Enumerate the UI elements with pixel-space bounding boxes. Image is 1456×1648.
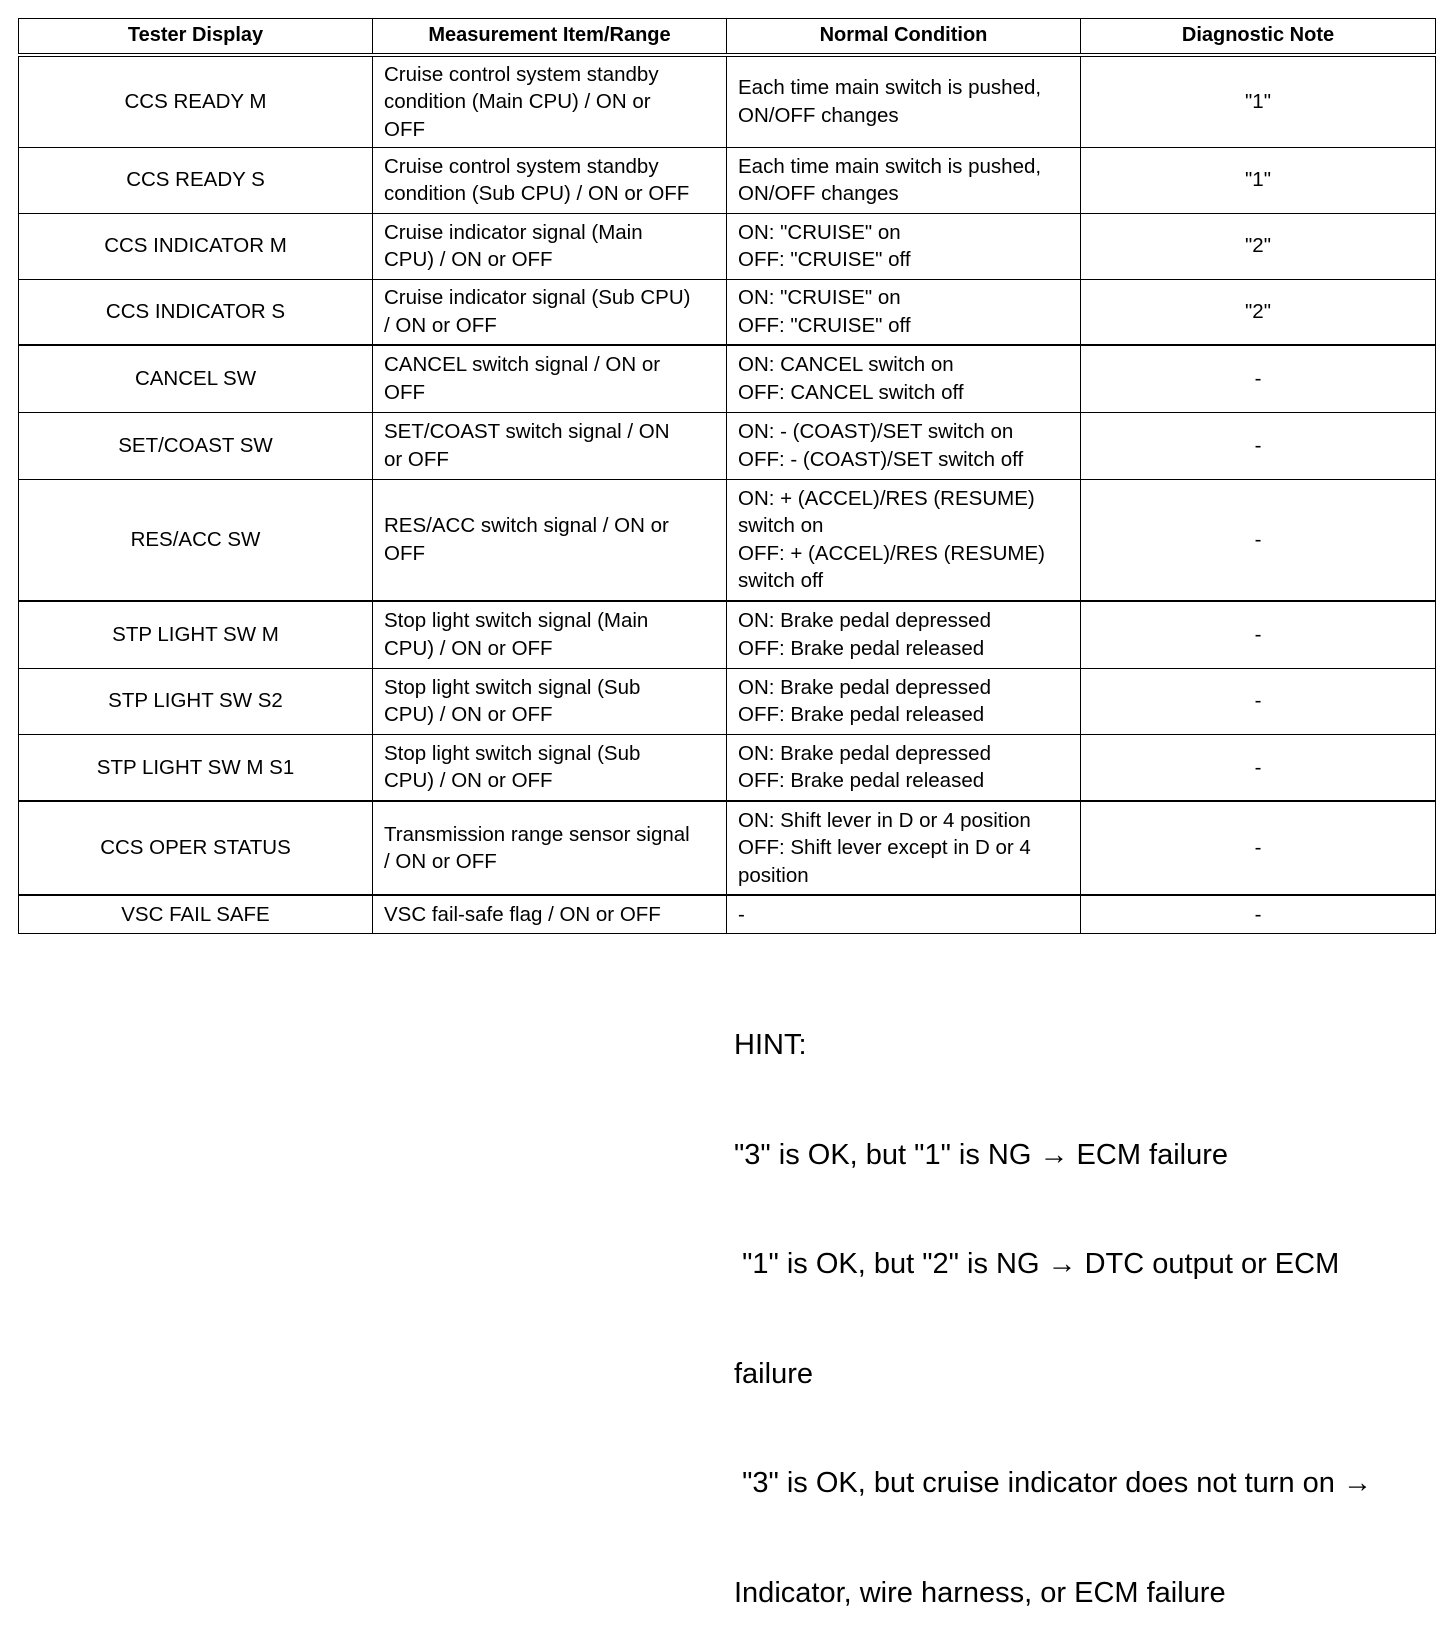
hint-line: Indicator, wire harness, or ECM failure [734, 1576, 1226, 1609]
hint-line: "3" is OK, but "1" is NG → ECM failure [734, 1138, 1229, 1171]
header-normal-condition: Normal Condition [727, 19, 1081, 56]
diagnostic-note-cell: "1" [1081, 147, 1436, 213]
diagnostic-note-cell: "2" [1081, 213, 1436, 279]
measurement-item-cell [373, 147, 727, 213]
normal-condition-line: OFF: + (ACCEL)/RES (RESUME) [738, 541, 1045, 565]
measurement-line: Cruise indicator signal (Sub CPU) [384, 286, 691, 310]
normal-condition-line: ON: Brake pedal depressed [738, 609, 991, 633]
measurement-line: Cruise indicator signal (Main [384, 220, 643, 244]
normal-condition-line: OFF: Brake pedal released [738, 636, 985, 660]
measurement-item-cell [373, 412, 727, 479]
diagnostic-note-cell: "2" [1081, 279, 1436, 345]
tester-display-cell: CCS READY S [19, 147, 373, 213]
hint-line: failure [734, 1357, 813, 1390]
tester-display-cell: VSC FAIL SAFE [19, 895, 373, 933]
diagnostic-note-cell: - [1081, 734, 1436, 801]
measurement-line: / ON or OFF [384, 850, 497, 873]
diagnostic-note-cell: "1" [1081, 55, 1436, 147]
diagnostic-note-cell: - [1081, 801, 1436, 895]
tester-display-cell: RES/ACC SW [19, 479, 373, 601]
normal-condition-line: switch on [738, 514, 824, 538]
normal-condition-cell [727, 895, 1081, 933]
measurement-line: condition (Main CPU) / ON or [384, 90, 651, 113]
measurement-item-cell [373, 279, 727, 345]
normal-condition-line: ON: + (ACCEL)/RES (RESUME) [738, 486, 1035, 510]
measurement-line: condition (Sub CPU) / ON or OFF [384, 182, 690, 205]
normal-condition-line: switch off [738, 569, 824, 593]
normal-condition-line: OFF: Brake pedal released [738, 769, 985, 793]
tester-display-cell: STP LIGHT SW M [19, 601, 373, 668]
normal-condition-line: ON/OFF changes [738, 103, 899, 127]
normal-condition-line: ON: CANCEL switch on [738, 353, 954, 377]
tester-display-cell: CCS READY M [19, 55, 373, 147]
table-row [19, 213, 1436, 279]
measurement-item-cell [373, 213, 727, 279]
measurement-line: OFF [384, 117, 425, 141]
normal-condition-line: OFF: - (COAST)/SET switch off [738, 447, 1024, 471]
normal-condition-line: Each time main switch is pushed, [738, 154, 1042, 178]
diagnostic-note-cell: - [1081, 668, 1436, 734]
table-row [19, 479, 1436, 601]
tester-display-cell: CANCEL SW [19, 345, 373, 412]
tester-display-cell: CCS INDICATOR M [19, 213, 373, 279]
data-list-table [18, 18, 1436, 934]
normal-condition-line: ON: "CRUISE" on [738, 286, 901, 310]
normal-condition-line: OFF: "CRUISE" off [738, 313, 911, 337]
measurement-item-cell [373, 55, 727, 147]
tester-display-cell: STP LIGHT SW S2 [19, 668, 373, 734]
normal-condition-line: ON: Brake pedal depressed [738, 741, 991, 765]
measurement-line: CPU) / ON or OFF [384, 248, 553, 271]
measurement-line: Cruise control system standby [384, 154, 659, 178]
normal-condition-cell [727, 147, 1081, 213]
hint-line: "3" is OK, but cruise indicator does not turn on → [734, 1467, 1372, 1499]
normal-condition-cell [727, 55, 1081, 147]
table-row [19, 279, 1436, 345]
normal-condition-line: ON: - (COAST)/SET switch on [738, 420, 1014, 443]
table-row [19, 734, 1436, 801]
measurement-item-cell [373, 668, 727, 734]
diagnostic-note-cell: - [1081, 345, 1436, 412]
header-tester-display: Tester Display [19, 19, 373, 56]
normal-condition-cell [727, 279, 1081, 345]
measurement-line: or OFF [384, 447, 449, 471]
measurement-line: RES/ACC switch signal / ON or [384, 514, 669, 538]
tester-display-cell: SET/COAST SW [19, 412, 373, 479]
hint-note [734, 954, 1434, 1648]
normal-condition-cell [727, 601, 1081, 668]
measurement-line: SET/COAST switch signal / ON [384, 420, 670, 443]
measurement-item-cell [373, 601, 727, 668]
normal-condition-line: - [738, 902, 745, 926]
measurement-line: Transmission range sensor signal [384, 822, 690, 846]
measurement-line: CANCEL switch signal / ON or [384, 353, 661, 377]
diagnostic-note-cell: - [1081, 479, 1436, 601]
normal-condition-cell [727, 801, 1081, 895]
normal-condition-line: OFF: Shift lever except in D or 4 [738, 836, 1031, 860]
normal-condition-line: ON/OFF changes [738, 182, 899, 205]
normal-condition-cell [727, 213, 1081, 279]
measurement-line: CPU) / ON or OFF [384, 703, 553, 726]
normal-condition-cell [727, 668, 1081, 734]
table-row [19, 601, 1436, 668]
table-row [19, 412, 1436, 479]
normal-condition-cell [727, 345, 1081, 412]
table-row [19, 345, 1436, 412]
measurement-item-cell [373, 895, 727, 933]
normal-condition-line: OFF: Brake pedal released [738, 703, 985, 726]
measurement-line: Stop light switch signal (Main [384, 609, 649, 633]
table-row [19, 147, 1436, 213]
measurement-line: VSC fail-safe flag / ON or OFF [384, 902, 661, 926]
measurement-line: OFF [384, 541, 425, 565]
measurement-line: Stop light switch signal (Sub [384, 675, 641, 699]
diagnostic-note-cell: - [1081, 412, 1436, 479]
normal-condition-cell [727, 479, 1081, 601]
tester-display-cell: CCS INDICATOR S [19, 279, 373, 345]
diagnostic-note-cell: - [1081, 601, 1436, 668]
normal-condition-line: OFF: CANCEL switch off [738, 380, 964, 404]
tester-display-cell: CCS OPER STATUS [19, 801, 373, 895]
normal-condition-line: OFF: "CRUISE" off [738, 248, 911, 271]
tester-display-cell: STP LIGHT SW M S1 [19, 734, 373, 801]
normal-condition-line: position [738, 863, 809, 887]
measurement-item-cell [373, 345, 727, 412]
header-measurement-item: Measurement Item/Range [373, 19, 727, 56]
measurement-item-cell [373, 801, 727, 895]
normal-condition-cell [727, 734, 1081, 801]
diagnostic-note-cell: - [1081, 895, 1436, 933]
table-row [19, 801, 1436, 895]
measurement-line: Cruise control system standby [384, 62, 659, 86]
table-header-row [19, 19, 1436, 56]
measurement-line: OFF [384, 380, 425, 404]
measurement-line: CPU) / ON or OFF [384, 769, 553, 793]
measurement-item-cell [373, 479, 727, 601]
normal-condition-cell [727, 412, 1081, 479]
normal-condition-line: ON: "CRUISE" on [738, 220, 901, 244]
normal-condition-line: ON: Brake pedal depressed [738, 675, 991, 699]
table-row [19, 895, 1436, 933]
measurement-line: Stop light switch signal (Sub [384, 741, 641, 765]
normal-condition-line: ON: Shift lever in D or 4 position [738, 808, 1031, 832]
measurement-line: CPU) / ON or OFF [384, 636, 553, 660]
measurement-line: / ON or OFF [384, 313, 497, 337]
measurement-item-cell [373, 734, 727, 801]
hint-line: HINT: [734, 1029, 807, 1061]
normal-condition-line: Each time main switch is pushed, [738, 76, 1042, 100]
table-row [19, 55, 1436, 147]
header-diagnostic-note: Diagnostic Note [1081, 19, 1436, 56]
hint-line: "1" is OK, but "2" is NG → DTC output or ECM [734, 1248, 1340, 1280]
table-row [19, 668, 1436, 734]
